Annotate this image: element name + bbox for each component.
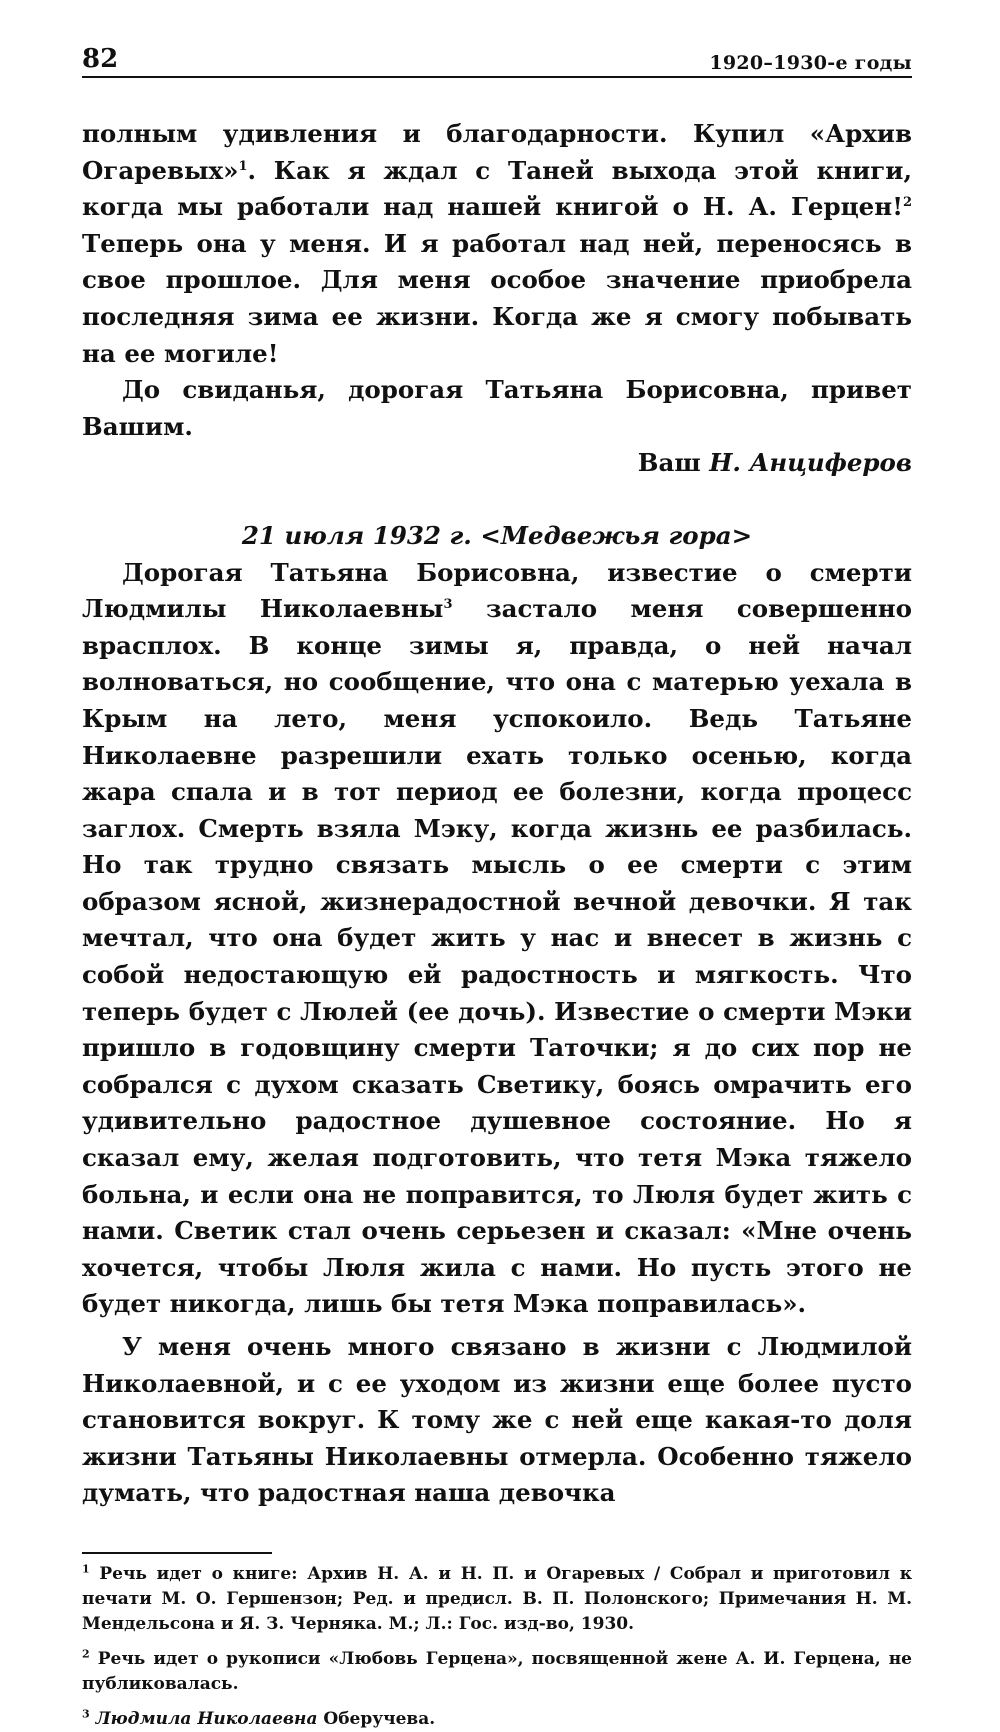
footnote-3 [82,1707,912,1732]
footnote-ref-2: 2 [902,195,912,211]
footnote-mark: 3 [82,1707,90,1721]
signature-word: Ваш [637,448,710,478]
text-span: Теперь она у меня. И я работал над ней, переносясь в свое прошлое. Для меня особое значение приобрела последняя зима ее жизни. Когда же я смогу побывать на ее могиле! [82,228,912,368]
main-text [82,116,912,1512]
footnote-1 [82,1562,912,1637]
letter1-closing: До свиданья, дорогая Татьяна Борисовна, привет Вашим. [82,375,912,441]
footnote-ref-3: 3 [443,596,453,612]
section-title: 1920–1930-е годы [709,52,912,74]
text-span: Дорогая Татьяна Борисовна, известие о смерти Людмилы Николаевны [82,557,912,624]
footnote-text: Речь идет о рукописи «Любовь Герцена», посвященной жене А. И. Герцена, не публиковалась. [82,1648,912,1694]
footnote-mark: 1 [82,1562,90,1576]
footnote-italic: Людмила Николаевна [89,1708,318,1729]
book-page [82,40,912,1729]
page-number: 82 [82,44,119,74]
text-span: . Как я ждал с Таней выхода этой книги, когда мы работали над нашей книгой о Н. А. Герцен! [82,155,912,222]
footnote-divider [82,1552,272,1554]
footnotes [82,1562,912,1732]
letter2-paragraph-2: У меня очень много связано в жизни с Людмилой Николаевной, и с ее уходом из жизни еще более пусто становится вокруг. К тому же с ней еще какая-то доля жизни Татьяны Николаевны отмерла. Особенно тяжело думать, что радостная наша девочка [82,1332,912,1508]
footnote-ref-1: 1 [238,158,248,174]
letter1-paragraph [82,116,912,372]
letter1-signature [82,445,912,482]
text-span: полным удивления и благодарности. Купил «Архив Огаревых» [82,119,912,185]
footnote-mark: 2 [82,1647,90,1661]
running-head [82,40,912,78]
footnote-text: Оберучева. [317,1708,436,1729]
letter2-dateline: 21 июля 1932 г. <Медвежья гора> [241,520,753,550]
footnote-text: Речь идет о книге: Архив Н. А. и Н. П. и Огаревых / Собрал и приготовил к печати М. О. Гершензон; Ред. и предисл. В. П. Полонского; Примечания Н. М. Мендельсона и Я. З. Черняка. М.; Л.: Гос. изд-во, 1930. [82,1563,912,1634]
footnote-2 [82,1647,912,1697]
signature-name: Н. Анциферов [709,448,912,478]
text-span: застало меня совершенно врасплох. В конце зимы я, правда, о ней начал волноваться, но сообщение, что она с матерью уехала в Крым на лето, меня успокоило. Ведь Татьяне Николаевне разрешили ехать только осенью, когда жара спала и в тот период ее болезни, когда процесс заглох. Смерть взяла Мэку, когда жизнь ее разбилась. Но так трудно связать мысль о ее смерти с этим образом ясной, жизнерадостной вечной девочки. Я так мечтал, что она будет жить у нас и внесет в жизнь с собой недостающую ей радостность и мягкость. Что теперь будет с Люлей (ее дочь). Известие о смерти Мэки пришло в годовщину смерти Таточки; я до сих пор не собрался с духом сказать Светику, боясь омрачить его удивительно радостное душевное состояние. Но я сказал ему, желая подготовить, что тетя Мэка тяжело больна, и если она не поправится, то Люля будет жить с нами. Светик стал очень серьезен и сказал: «Мне очень хочется, чтобы Люля жила с нами. Но пусть этого не будет никогда, лишь бы тетя Мэка поправилась». [82,594,912,1319]
letter2-paragraph-1 [82,555,912,1323]
